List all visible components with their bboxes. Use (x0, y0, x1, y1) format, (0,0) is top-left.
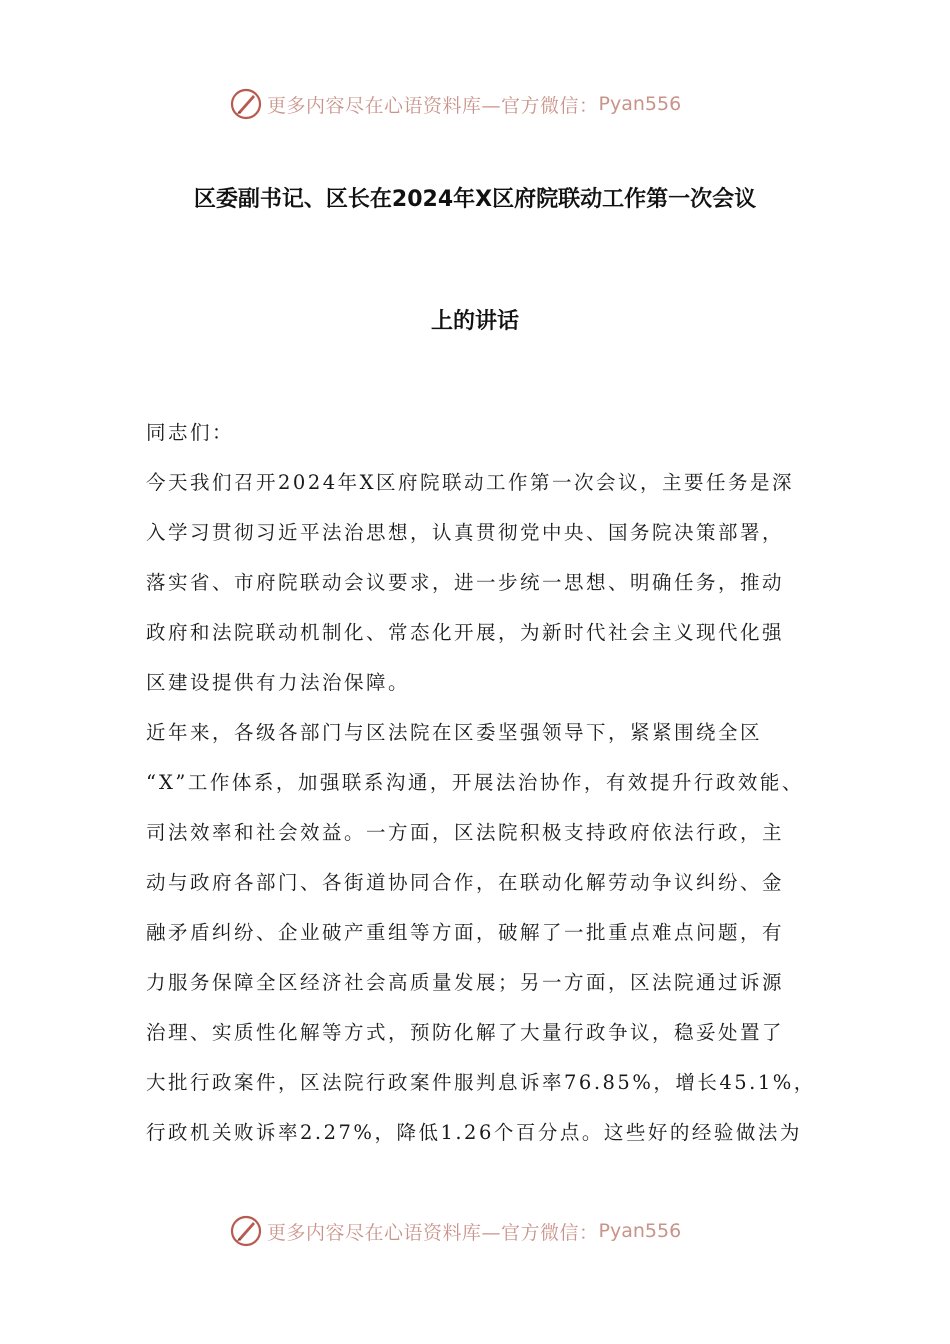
body-line: 司法效率和社会效益。一方面，区法院积极支持政府依法行政，主 (146, 821, 785, 844)
body-line: “X”工作体系，加强联系沟通，开展法治协作，有效提升行政效能、 (146, 771, 804, 794)
body-line: 近年来，各级各部门与区法院在区委坚强领导下，紧紧围绕全区 (146, 721, 763, 744)
watermark-wechat-id: Pyan556 (598, 93, 682, 115)
body-line: 政府和法院联动机制化、常态化开展，为新时代社会主义现代化强 (146, 621, 785, 644)
body-line: 动与政府各部门、各街道协同合作，在联动化解劳动争议纠纷、金 (146, 871, 785, 894)
footer-watermark (0, 1211, 950, 1251)
document-title-line-1: 区委副书记、区长在2024年X区府院联动工作第一次会议 (193, 187, 757, 212)
body-line: 融矛盾纠纷、企业破产重组等方面，破解了一批重点难点问题，有 (146, 921, 785, 944)
document-title-line-2: 上的讲话 (430, 309, 519, 334)
header-watermark (0, 84, 950, 124)
watermark-text: 更多内容尽在心语资料库—官方微信： (267, 94, 599, 117)
speech-body (146, 420, 826, 1170)
body-line: 落实省、市府院联动会议要求，进一步统一思想、明确任务，推动 (146, 571, 785, 594)
body-line: 治理、实质性化解等方式，预防化解了大量行政争议，稳妥处置了 (146, 1021, 785, 1044)
body-line: 力服务保障全区经济社会高质量发展；另一方面，区法院通过诉源 (146, 971, 785, 994)
watermark-wechat-id: Pyan556 (598, 1220, 682, 1242)
body-line: 区建设提供有力法治保障。 (146, 671, 411, 694)
body-line: 行政机关败诉率2.27%，降低1.26个百分点。这些好的经验做法为 (146, 1121, 802, 1144)
body-line: 同志们： (146, 421, 235, 444)
watermark-text: 更多内容尽在心语资料库—官方微信： (267, 1221, 599, 1244)
quill-logo-icon (229, 1214, 263, 1248)
body-line: 大批行政案件，区法院行政案件服判息诉率76.85%，增长45.1%， (146, 1071, 816, 1094)
quill-logo-icon (229, 87, 263, 121)
body-line: 入学习贯彻习近平法治思想，认真贯彻党中央、国务院决策部署， (146, 521, 785, 544)
body-line: 今天我们召开2024年X区府院联动工作第一次会议，主要任务是深 (146, 471, 795, 494)
